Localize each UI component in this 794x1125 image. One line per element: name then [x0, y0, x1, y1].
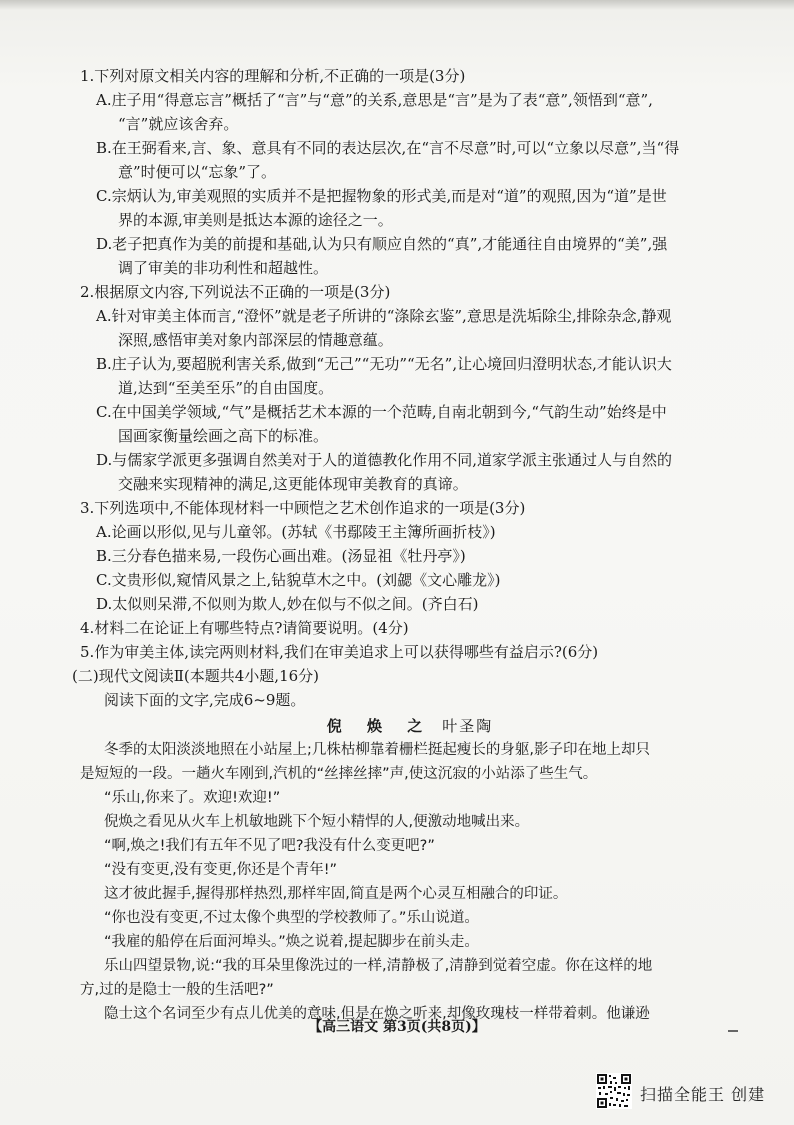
passage-title — [80, 714, 740, 738]
passage-line: 是短短的一段。一趟火车刚到,汽机的“丝摔丝摔”声,使这沉寂的小站添了些生气。 — [80, 766, 598, 782]
passage-line: 乐山四望景物,说:“我的耳朵里像洗过的一样,清静极了,清静到觉着空虚。你在这样的地 — [104, 958, 653, 974]
question-2-option-d: D.与儒家学派更多强调自然美对于人的道德教化作用不同,道家学派主张通过人与自然的 — [96, 451, 673, 469]
document-body — [72, 64, 740, 1026]
question-1-option-a-cont: “言”就应该舍弃。 — [118, 115, 239, 133]
question-2-option-b: B.庄子认为,要超脱利害关系,做到“无己”“无功”“无名”,让心境回归澄明状态,才能认识大 — [96, 355, 672, 373]
passage-line: “你也没有变更,不过太像个典型的学校教师了。”乐山说道。 — [104, 910, 479, 926]
passage-text — [80, 738, 740, 1026]
passage-line: 方,过的是隐士一般的生活吧?” — [80, 982, 274, 998]
scanner-watermark: 扫描全能王 创建 — [640, 1085, 766, 1104]
passage-line: “没有变更,没有变更,你还是个青年!” — [104, 862, 338, 878]
question-3-option-b: B.三分春色描来易,一段伤心画出难。(汤显祖《牡丹亭》) — [96, 547, 466, 565]
question-2-option-a: A.针对审美主体而言,“澄怀”就是老子所讲的“涤除玄鉴”,意思是洗垢除尘,排除杂念,静观 — [96, 307, 672, 325]
question-2-option-c: C.在中国美学领域,“气”是概括艺术本源的一个范畴,自南北朝到今,“气韵生动”始终是中 — [96, 403, 667, 421]
scan-edge-shadow — [0, 0, 794, 10]
question-3-stem: 3.下列选项中,不能体现材料一中顾恺之艺术创作追求的一项是(3分) — [80, 499, 526, 517]
question-3-option-c: C.文贵形似,窥情风景之上,钻貌草木之中。(刘勰《文心雕龙》) — [96, 571, 501, 589]
question-2-option-b-cont: 道,达到“至美至乐”的自由国度。 — [118, 379, 334, 397]
passage-line: 倪焕之看见从火车上机敏地跳下个短小精悍的人,便激动地喊出来。 — [104, 814, 530, 830]
footer-dash — [728, 1030, 738, 1032]
question-1-option-d: D.老子把真作为美的前提和基础,认为只有顺应自然的“真”,才能通往自由境界的“美”,强 — [96, 235, 668, 253]
question-1-option-c: C.宗炳认为,审美观照的实质并不是把握物象的形式美,而是对“道”的观照,因为“道”是世 — [96, 187, 667, 205]
question-2-option-d-cont: 交融来实现精神的满足,这更能体现审美教育的真谛。 — [118, 475, 468, 493]
passage-line: 冬季的太阳淡淡地照在小站屋上;几株枯柳靠着栅栏挺起瘦长的身躯,影子印在地上却只 — [104, 742, 650, 758]
question-2-stem: 2.根据原文内容,下列说法不正确的一项是(3分) — [80, 283, 391, 301]
qr-code-icon — [596, 1073, 632, 1109]
question-5: 5.作为审美主体,读完两则材料,我们在审美追求上可以获得哪些有益启示?(6分) — [80, 643, 599, 661]
question-1-option-c-cont: 界的本源,审美则是抵达本源的途径之一。 — [118, 211, 393, 229]
question-1-option-b-cont: 意”时便可以“忘象”了。 — [118, 163, 277, 181]
page-footer: 【高三语文 第3页(共8页)】 — [308, 1019, 486, 1035]
passage-line: 这才彼此握手,握得那样热烈,那样牢固,简直是两个心灵互相融合的印证。 — [104, 886, 568, 902]
passage-line: 隐士这个名词至少有点儿优美的意味,但是在焕之听来,却像玫瑰枝一样带着刺。他谦逊 — [104, 1006, 650, 1022]
section-2-heading: (二)现代文阅读Ⅱ(本题共4小题,16分) — [72, 667, 320, 685]
section-2-instruction: 阅读下面的文字,完成6~9题。 — [104, 691, 306, 709]
question-3-option-d: D.太似则呆滞,不似则为欺人,妙在似与不似之间。(齐白石) — [96, 595, 479, 613]
question-3-option-a: A.论画以形似,见与儿童邻。(苏轼《书鄢陵王主簿所画折枝》) — [96, 523, 496, 541]
passage-line: “我雇的船停在后面河埠头。”焕之说着,提起脚步在前头走。 — [104, 934, 479, 950]
passage-line: “乐山,你来了。欢迎!欢迎!” — [104, 790, 281, 806]
question-2-option-a-cont: 深照,感悟审美对象内部深层的情趣意蕴。 — [118, 331, 393, 349]
question-4: 4.材料二在论证上有哪些特点?请简要说明。(4分) — [80, 619, 409, 637]
question-1-option-b: B.在王弼看来,言、象、意具有不同的表达层次,在“言不尽意”时,可以“立象以尽意”,当“得 — [96, 139, 680, 157]
passage-author: 叶圣陶 — [442, 717, 494, 735]
passage-title-text: 倪 焕 之 — [326, 717, 433, 735]
question-1-option-d-cont: 调了审美的非功利性和超越性。 — [118, 259, 329, 277]
question-2-option-c-cont: 国画家衡量绘画之高下的标准。 — [118, 427, 329, 445]
passage-line: “啊,焕之!我们有五年不见了吧?我没有什么变更吧?” — [104, 838, 435, 854]
question-1-stem: 1.下列对原文相关内容的理解和分析,不正确的一项是(3分) — [80, 67, 466, 85]
question-1-option-a: A.庄子用“得意忘言”概括了“言”与“意”的关系,意思是“言”是为了表“意”,领悟到“意”, — [96, 91, 653, 109]
